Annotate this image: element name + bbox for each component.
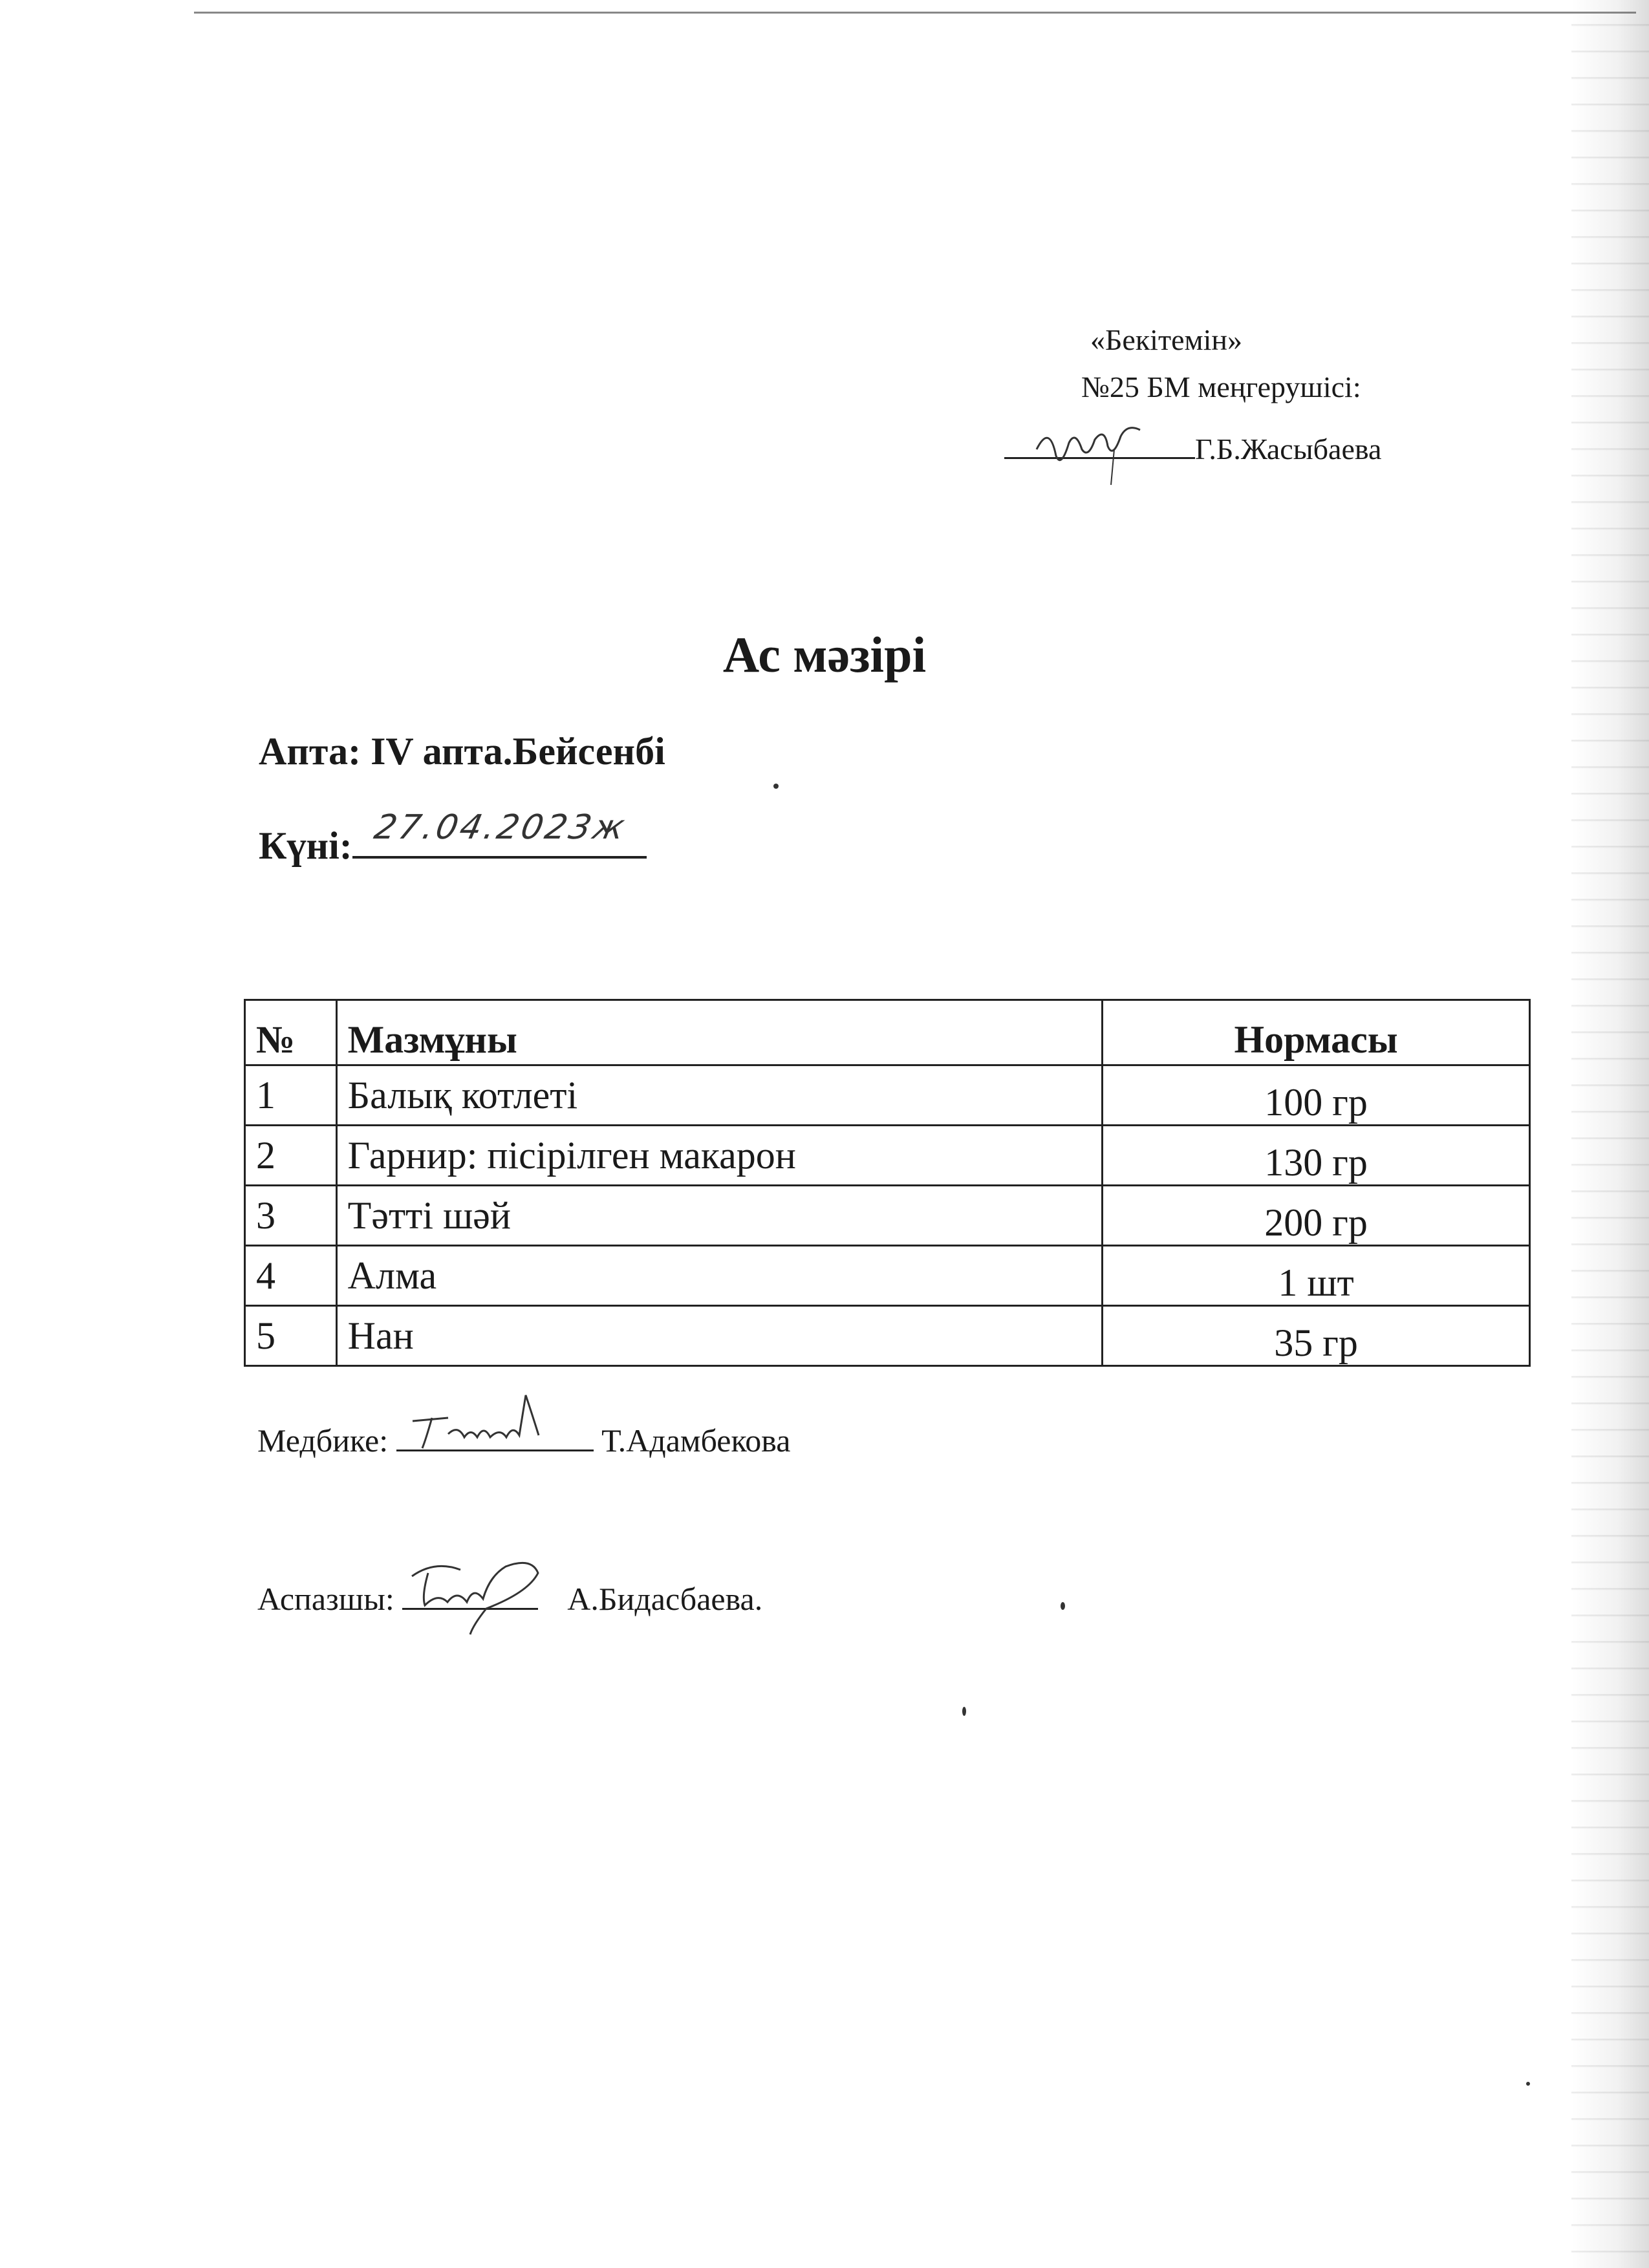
scan-speck bbox=[962, 1707, 966, 1716]
header-content: Мазмұны bbox=[336, 1000, 1102, 1065]
date-field bbox=[352, 808, 647, 859]
scan-speck bbox=[1061, 1602, 1065, 1610]
table-row bbox=[245, 1246, 1530, 1306]
table-header-row bbox=[245, 1000, 1530, 1065]
row-number: 1 bbox=[245, 1065, 337, 1126]
date-label: Күні: bbox=[259, 824, 352, 867]
header-number: № bbox=[245, 1000, 337, 1065]
row-norm: 200 гр bbox=[1103, 1186, 1530, 1246]
row-norm: 1 шт bbox=[1103, 1246, 1530, 1306]
row-number: 3 bbox=[245, 1186, 337, 1246]
head-signature bbox=[1030, 411, 1147, 488]
row-norm: 130 гр bbox=[1103, 1126, 1530, 1186]
cook-line bbox=[257, 1579, 762, 1618]
date-value: 27.04.2023ж bbox=[371, 808, 630, 847]
nurse-line bbox=[257, 1421, 790, 1459]
scan-top-edge bbox=[194, 12, 1636, 14]
row-content: Гарнир: пісірілген макарон bbox=[336, 1126, 1102, 1186]
row-content: Нан bbox=[336, 1306, 1102, 1366]
approval-label: «Бекітемін» bbox=[1090, 323, 1242, 356]
page-title: Ас мәзірі bbox=[722, 626, 927, 683]
table-row bbox=[245, 1065, 1530, 1126]
cook-signature bbox=[409, 1547, 551, 1638]
approval-signature-row bbox=[1004, 423, 1381, 464]
table-row bbox=[245, 1306, 1530, 1366]
nurse-signature-line bbox=[396, 1421, 594, 1451]
row-content: Балық котлеті bbox=[336, 1065, 1102, 1126]
cook-name: А.Бидасбаева. bbox=[567, 1581, 763, 1617]
row-norm: 35 гр bbox=[1103, 1306, 1530, 1366]
table-row bbox=[245, 1186, 1530, 1246]
row-norm: 100 гр bbox=[1103, 1065, 1530, 1126]
header-norm: Нормасы bbox=[1103, 1000, 1530, 1065]
menu-table bbox=[244, 999, 1531, 1367]
row-number: 2 bbox=[245, 1126, 337, 1186]
nurse-label: Медбике: bbox=[257, 1422, 389, 1459]
head-name: Г.Б.Жасыбаева bbox=[1195, 433, 1382, 465]
week-line: Апта: IV апта.Бейсенбі bbox=[259, 730, 665, 773]
scan-right-edge bbox=[1571, 0, 1649, 2268]
date-line bbox=[259, 808, 647, 868]
row-content: Алма bbox=[336, 1246, 1102, 1306]
row-number: 4 bbox=[245, 1246, 337, 1306]
cook-signature-line bbox=[402, 1579, 538, 1610]
approval-position: №25 БМ меңгерушісі: bbox=[1081, 370, 1361, 403]
row-content: Тәтті шәй bbox=[336, 1186, 1102, 1246]
cook-label: Аспазшы: bbox=[257, 1581, 394, 1617]
scan-speck bbox=[773, 784, 779, 789]
scan-speck bbox=[1526, 2082, 1530, 2086]
table-row bbox=[245, 1126, 1530, 1186]
nurse-signature bbox=[409, 1389, 565, 1460]
nurse-name: Т.Адамбекова bbox=[601, 1422, 791, 1459]
row-number: 5 bbox=[245, 1306, 337, 1366]
head-signature-line bbox=[1004, 423, 1195, 459]
